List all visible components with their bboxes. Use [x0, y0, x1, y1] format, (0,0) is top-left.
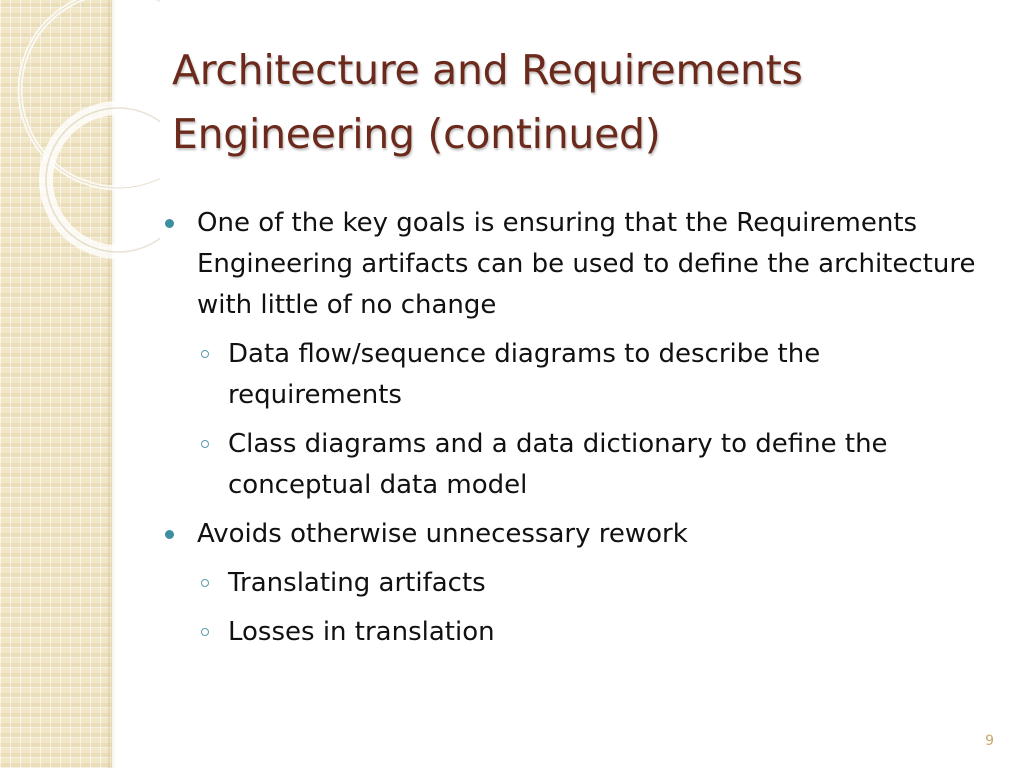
- title-line-1: Architecture and Requirements: [172, 46, 803, 94]
- title-line-2: Engineering (continued): [172, 110, 661, 158]
- bullet-text: Avoids otherwise unnecessary rework: [197, 519, 688, 549]
- sub-bullet-item: [165, 612, 985, 653]
- sub-bullet-ring-icon: [201, 579, 209, 587]
- bullet-dot-icon: [165, 530, 174, 539]
- sub-bullet-text: Translating artifacts: [228, 568, 486, 598]
- sub-bullet-item: [165, 334, 985, 416]
- sub-bullet-ring-icon: [201, 440, 209, 448]
- sub-bullet-ring-icon: [201, 350, 209, 358]
- sub-bullet-text: Losses in translation: [228, 617, 495, 647]
- sub-bullet-item: [165, 424, 985, 506]
- sub-bullet-text: Class diagrams and a data dictionary to define the conceptual data model: [228, 429, 888, 500]
- slide-title: [172, 38, 992, 166]
- decorative-rings-icon: [0, 0, 160, 260]
- sub-bullet-text: Data flow/sequence diagrams to describe the requirements: [228, 339, 821, 410]
- bullet-dot-icon: [165, 219, 174, 228]
- page-number: 9: [985, 733, 994, 749]
- bullet-text: One of the key goals is ensuring that the Requirements Engineering artifacts can be used to define the architecture with little of no change: [197, 208, 976, 320]
- bullet-item: [165, 203, 985, 326]
- sub-bullet-ring-icon: [201, 628, 209, 636]
- bullet-item: [165, 514, 985, 555]
- slide-body: [165, 203, 985, 661]
- sub-bullet-item: [165, 563, 985, 604]
